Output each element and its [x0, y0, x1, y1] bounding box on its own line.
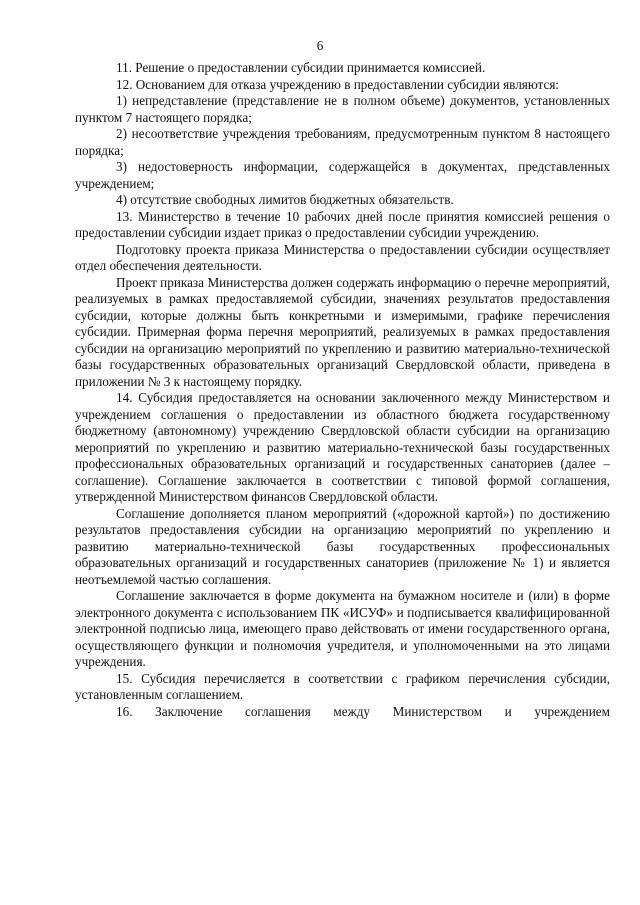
paragraph-16: 16. Заключение соглашения между Министерством и учреждением	[116, 703, 610, 719]
list-item-2: 2) несоответствие учреждения требованиям, предусмотренным пунктом 8 настоящего порядка;	[75, 126, 610, 158]
document-body	[75, 60, 610, 720]
list-item-3: 3) недостоверность информации, содержащейся в документах, представленных учреждением;	[75, 159, 610, 191]
paragraph-11: 11. Решение о предоставлении субсидии принимается комиссией.	[116, 60, 486, 75]
paragraph-13: 13. Министерство в течение 10 рабочих дней после принятия комиссией решения о предоставлении субсидии издает приказ о предоставлении субсидии учреждению.	[75, 208, 610, 240]
paragraph-agreement-form: Соглашение заключается в форме документа на бумажном носителе и (или) в форме электронного документа с использованием ПК «ИСУФ» и подписывается квалифицированной электронной подписью лица, имеющего право действовать от имени государственного органа, осуществляющего функции и полномочия учредителя, и уполномоченными на это лицами учреждения.	[75, 588, 610, 669]
paragraph-order-preparation: Подготовку проекта приказа Министерства о предоставлении субсидии осуществляет отдел обеспечения деятельности.	[75, 241, 610, 273]
list-item-1: 1) непредставление (представление не в полном объеме) документов, установленных пунктом 7 настоящего порядка;	[75, 93, 610, 125]
paragraph-15: 15. Субсидия перечисляется в соответствии с графиком перечисления субсидии, установленным соглашением.	[75, 670, 610, 702]
list-item-4: 4) отсутствие свободных лимитов бюджетных обязательств.	[116, 192, 454, 207]
paragraph-order-content: Проект приказа Министерства должен содержать информацию о перечне мероприятий, реализуемых в рамках предоставляемой субсидии, значениях результатов предоставления субсидии, которые должны быть конкретными и измеримыми, графике перечисления субсидии. Примерная форма перечня мероприятий, реализуемых в рамках предоставления субсидии на организацию мероприятий по укреплению и развитию материально-технической базы государственных образовательных организаций Свердловской области, приведена в приложении № 3 к настоящему порядку.	[75, 274, 610, 389]
page-number: 6	[316, 38, 324, 53]
paragraph-agreement-plan: Соглашение дополняется планом мероприятий («дорожной картой») по достижению результатов предоставления субсидии на организацию мероприятий по укреплению и развитию материально-технической базы государственных профессиональных образовательных организаций и государственных санаториев (приложение № 1) и является неотъемлемой частью соглашения.	[75, 505, 610, 587]
paragraph-12: 12. Основанием для отказа учреждению в предоставлении субсидии являются:	[116, 76, 560, 92]
paragraph-14: 14. Субсидия предоставляется на основании заключенного между Министерством и учреждением соглашения о предоставлении из областного бюджета государственному бюджетному (автономному) учреждению Свердловской области субсидии на организацию мероприятий по укреплению и развитию материально-технической базы государственных профессиональных образовательных организаций и государственных санаториев (далее – соглашение). Соглашение заключается в соответствии с типовой формой соглашения, утвержденной Министерством финансов Свердловской области.	[75, 390, 610, 504]
